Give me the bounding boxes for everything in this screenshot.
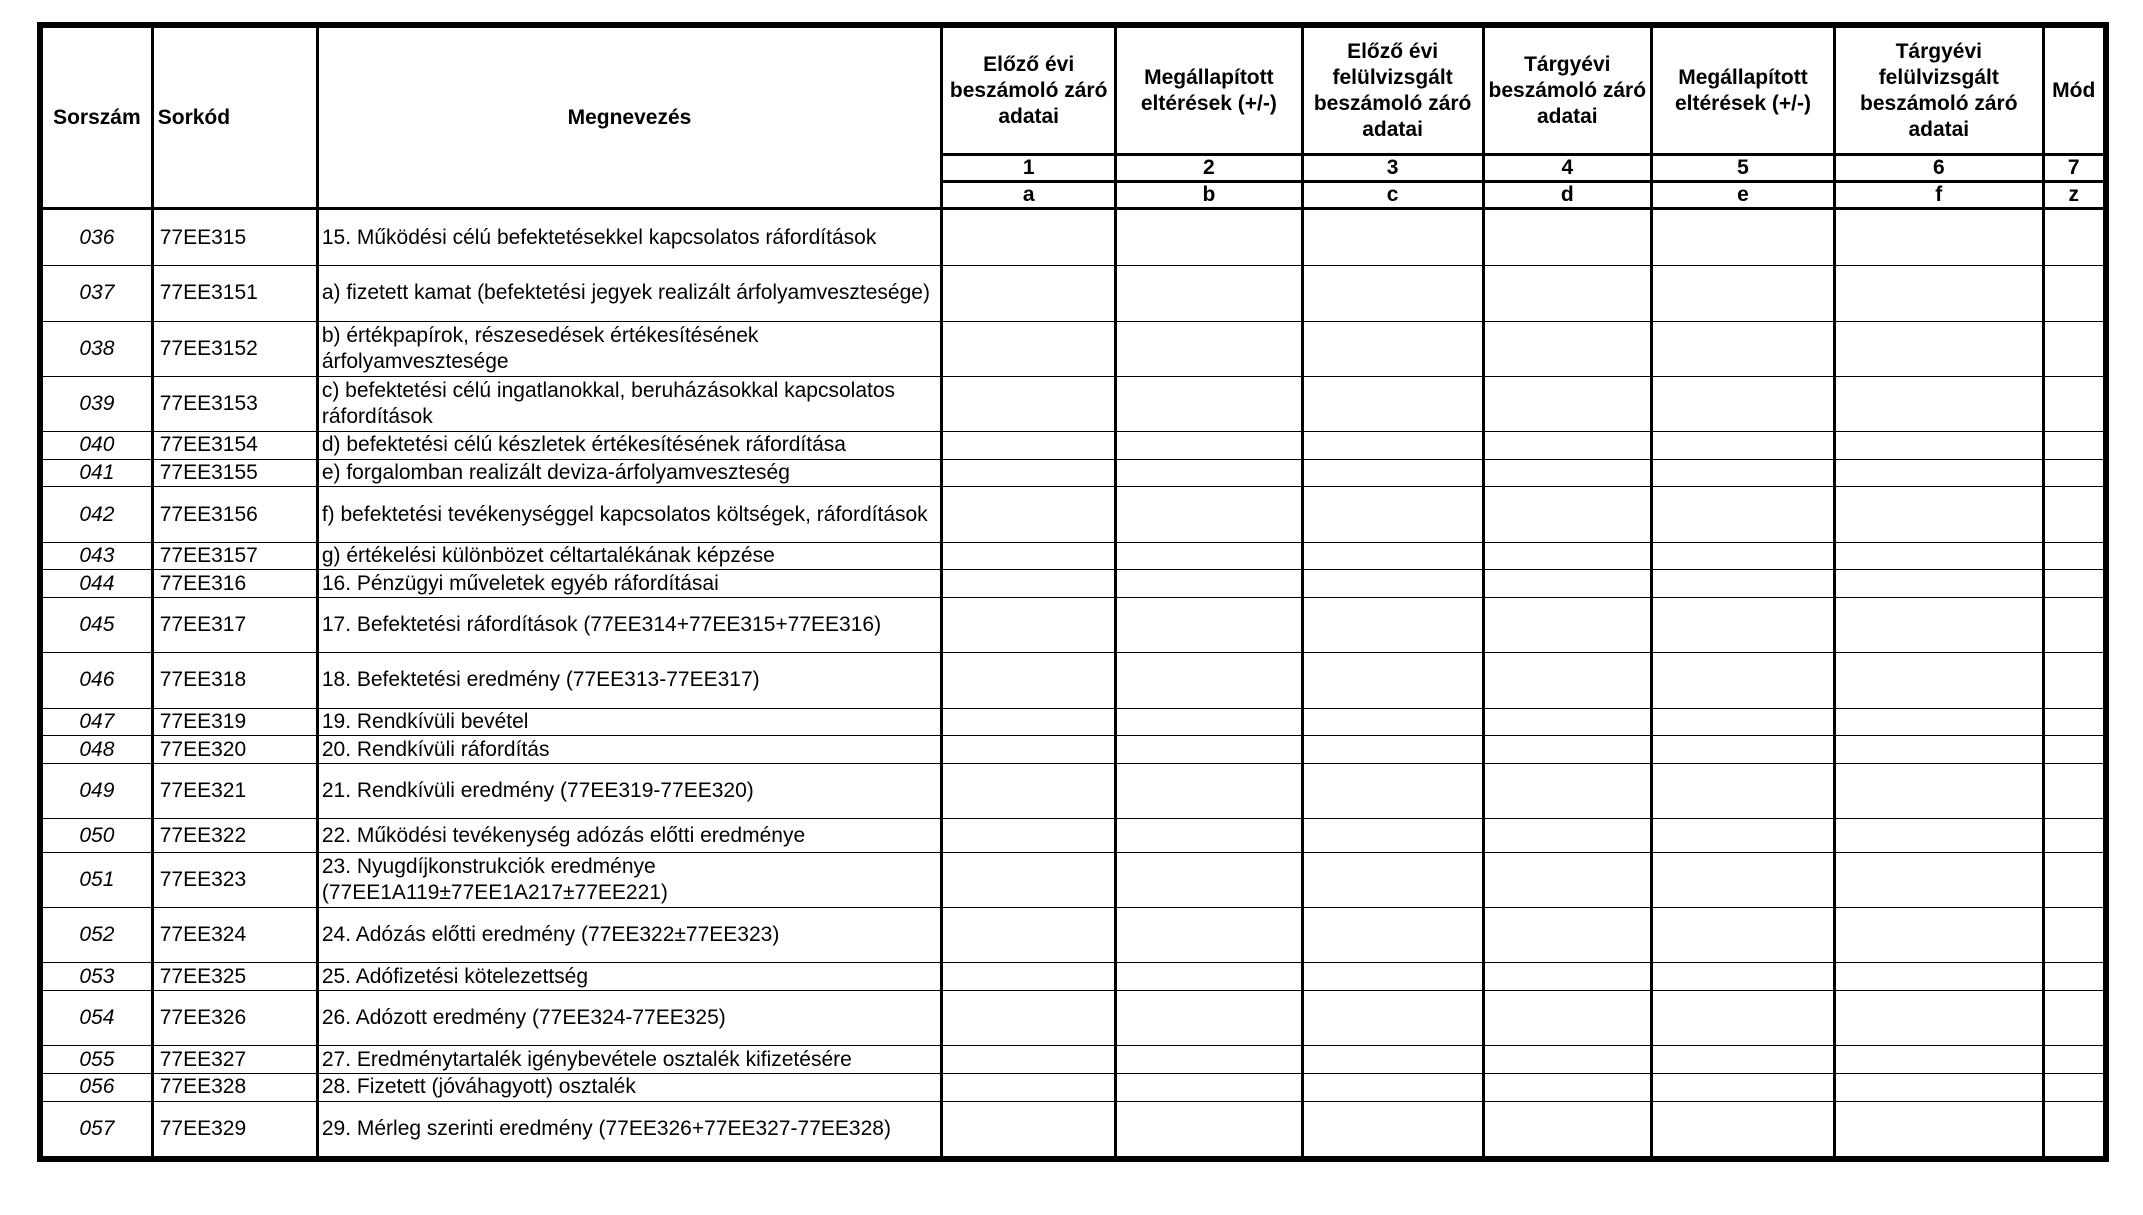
row-sorszam: 056 [43,1074,153,1102]
row-sorkod: 77EE326 [152,991,317,1046]
row-value-cell-4 [1483,1074,1651,1102]
row-megnevezes: e) forgalomban realizált deviza-árfolyamveszteség [317,459,941,487]
row-value-cell-7 [2043,991,2104,1046]
row-megnevezes: 28. Fizetett (jóváhagyott) osztalék [317,1074,941,1102]
header-num-5: 5 [1651,155,1834,182]
table-row [43,598,2104,653]
row-value-cell-1 [942,321,1116,376]
row-sorszam: 038 [43,321,153,376]
row-value-cell-6 [1835,708,2043,736]
row-value-cell-5 [1651,963,1834,991]
row-value-cell-7 [2043,908,2104,963]
row-value-cell-1 [942,598,1116,653]
table-row [43,266,2104,321]
row-megnevezes: 15. Működési célú befektetésekkel kapcsolatos ráfordítások [317,209,941,266]
row-sorszam: 041 [43,459,153,487]
row-value-cell-5 [1651,321,1834,376]
row-value-cell-5 [1651,736,1834,764]
row-value-cell-6 [1835,459,2043,487]
row-value-cell-6 [1835,963,2043,991]
row-value-cell-1 [942,266,1116,321]
row-value-cell-3 [1302,542,1483,570]
row-value-cell-2 [1116,852,1302,907]
header-letter-e: e [1651,182,1834,209]
table-row [43,209,2104,266]
row-value-cell-7 [2043,1101,2104,1156]
row-sorkod: 77EE3152 [152,321,317,376]
row-value-cell-5 [1651,991,1834,1046]
row-value-cell-3 [1302,1101,1483,1156]
table-row [43,852,2104,907]
row-sorkod: 77EE319 [152,708,317,736]
row-sorkod: 77EE317 [152,598,317,653]
header-letter-z: z [2043,182,2104,209]
row-megnevezes: c) befektetési célú ingatlanokkal, beruházásokkal kapcsolatos ráfordítások [317,376,941,431]
table-row [43,376,2104,431]
row-sorszam: 053 [43,963,153,991]
row-value-cell-3 [1302,570,1483,598]
row-value-cell-6 [1835,908,2043,963]
row-value-cell-7 [2043,459,2104,487]
header-sorszam: Sorszám [43,28,153,209]
row-value-cell-6 [1835,432,2043,460]
row-value-cell-3 [1302,598,1483,653]
row-sorszam: 042 [43,487,153,542]
row-value-cell-4 [1483,852,1651,907]
row-sorszam: 050 [43,819,153,853]
row-value-cell-3 [1302,376,1483,431]
row-value-cell-2 [1116,570,1302,598]
table-row [43,736,2104,764]
row-value-cell-7 [2043,321,2104,376]
row-value-cell-5 [1651,432,1834,460]
row-value-cell-2 [1116,908,1302,963]
table-row [43,1046,2104,1074]
row-value-cell-2 [1116,266,1302,321]
row-value-cell-1 [942,1046,1116,1074]
row-value-cell-4 [1483,321,1651,376]
table-row [43,1101,2104,1156]
row-value-cell-5 [1651,653,1834,708]
header-col-5: Megállapított eltérések (+/-) [1651,28,1834,155]
header-col-7: Mód [2043,28,2104,155]
row-value-cell-3 [1302,487,1483,542]
header-sorkod: Sorkód [152,28,317,209]
row-sorkod: 77EE3156 [152,487,317,542]
row-value-cell-6 [1835,1074,2043,1102]
row-megnevezes: 29. Mérleg szerinti eredmény (77EE326+77EE327-77EE328) [317,1101,941,1156]
header-num-1: 1 [942,155,1116,182]
row-sorkod: 77EE3155 [152,459,317,487]
row-value-cell-3 [1302,1074,1483,1102]
row-sorszam: 054 [43,991,153,1046]
table-row [43,570,2104,598]
row-value-cell-1 [942,763,1116,818]
row-value-cell-4 [1483,432,1651,460]
row-megnevezes: 27. Eredménytartalék igénybevétele osztalék kifizetésére [317,1046,941,1074]
row-value-cell-6 [1835,376,2043,431]
row-value-cell-2 [1116,209,1302,266]
row-value-cell-2 [1116,819,1302,853]
row-value-cell-4 [1483,819,1651,853]
row-value-cell-1 [942,852,1116,907]
row-megnevezes: 26. Adózott eredmény (77EE324-77EE325) [317,991,941,1046]
row-value-cell-5 [1651,266,1834,321]
row-value-cell-6 [1835,763,2043,818]
row-value-cell-4 [1483,487,1651,542]
row-value-cell-3 [1302,763,1483,818]
row-value-cell-5 [1651,908,1834,963]
row-value-cell-3 [1302,321,1483,376]
header-num-4: 4 [1483,155,1651,182]
row-megnevezes: 22. Működési tevékenység adózás előtti eredménye [317,819,941,853]
row-value-cell-7 [2043,963,2104,991]
row-value-cell-2 [1116,487,1302,542]
table-row [43,708,2104,736]
row-value-cell-6 [1835,598,2043,653]
row-value-cell-3 [1302,653,1483,708]
row-value-cell-1 [942,1074,1116,1102]
row-value-cell-1 [942,736,1116,764]
row-value-cell-5 [1651,763,1834,818]
row-value-cell-6 [1835,266,2043,321]
row-value-cell-7 [2043,570,2104,598]
row-value-cell-3 [1302,852,1483,907]
row-sorkod: 77EE324 [152,908,317,963]
row-sorkod: 77EE315 [152,209,317,266]
header-letter-b: b [1116,182,1302,209]
row-value-cell-2 [1116,963,1302,991]
row-sorkod: 77EE3157 [152,542,317,570]
row-value-cell-1 [942,908,1116,963]
row-value-cell-7 [2043,763,2104,818]
table-row [43,321,2104,376]
row-value-cell-7 [2043,736,2104,764]
row-value-cell-5 [1651,819,1834,853]
row-value-cell-7 [2043,209,2104,266]
row-value-cell-6 [1835,653,2043,708]
row-value-cell-6 [1835,487,2043,542]
row-value-cell-5 [1651,1101,1834,1156]
row-megnevezes: 23. Nyugdíjkonstrukciók eredménye (77EE1A119±77EE1A217±77EE221) [317,852,941,907]
row-value-cell-4 [1483,736,1651,764]
table-body [43,209,2104,1157]
table-row [43,963,2104,991]
row-megnevezes: 24. Adózás előtti eredmény (77EE322±77EE323) [317,908,941,963]
row-sorszam: 039 [43,376,153,431]
row-value-cell-3 [1302,459,1483,487]
row-sorkod: 77EE320 [152,736,317,764]
row-value-cell-7 [2043,852,2104,907]
row-megnevezes: d) befektetési célú készletek értékesítésének ráfordítása [317,432,941,460]
row-value-cell-6 [1835,1046,2043,1074]
row-value-cell-3 [1302,266,1483,321]
row-megnevezes: 20. Rendkívüli ráfordítás [317,736,941,764]
row-sorszam: 047 [43,708,153,736]
table-row [43,1074,2104,1102]
row-megnevezes: 21. Rendkívüli eredmény (77EE319-77EE320) [317,763,941,818]
row-value-cell-1 [942,209,1116,266]
row-sorkod: 77EE3151 [152,266,317,321]
row-value-cell-4 [1483,991,1651,1046]
row-value-cell-1 [942,653,1116,708]
report-sheet [37,22,2109,1162]
row-sorszam: 055 [43,1046,153,1074]
row-value-cell-7 [2043,432,2104,460]
row-sorkod: 77EE329 [152,1101,317,1156]
row-value-cell-2 [1116,459,1302,487]
table-row [43,991,2104,1046]
row-value-cell-5 [1651,542,1834,570]
table-row [43,542,2104,570]
row-sorszam: 044 [43,570,153,598]
row-value-cell-6 [1835,321,2043,376]
row-sorkod: 77EE322 [152,819,317,853]
row-value-cell-5 [1651,1074,1834,1102]
row-value-cell-5 [1651,1046,1834,1074]
row-value-cell-1 [942,487,1116,542]
table-row [43,763,2104,818]
row-value-cell-2 [1116,653,1302,708]
row-value-cell-3 [1302,819,1483,853]
row-value-cell-2 [1116,1101,1302,1156]
row-sorkod: 77EE3154 [152,432,317,460]
row-value-cell-7 [2043,266,2104,321]
header-letter-d: d [1483,182,1651,209]
header-num-6: 6 [1835,155,2043,182]
row-value-cell-7 [2043,819,2104,853]
row-sorkod: 77EE318 [152,653,317,708]
row-value-cell-1 [942,459,1116,487]
row-value-cell-7 [2043,376,2104,431]
row-megnevezes: a) fizetett kamat (befektetési jegyek realizált árfolyamvesztesége) [317,266,941,321]
header-num-2: 2 [1116,155,1302,182]
row-value-cell-6 [1835,209,2043,266]
row-sorszam: 052 [43,908,153,963]
row-sorkod: 77EE325 [152,963,317,991]
header-col-6: Tárgyévi felülvizsgált beszámoló záró adatai [1835,28,2043,155]
header-letter-f: f [1835,182,2043,209]
row-value-cell-7 [2043,487,2104,542]
row-value-cell-5 [1651,487,1834,542]
row-sorszam: 057 [43,1101,153,1156]
row-value-cell-4 [1483,908,1651,963]
row-value-cell-1 [942,542,1116,570]
row-sorszam: 048 [43,736,153,764]
row-value-cell-2 [1116,1074,1302,1102]
row-value-cell-3 [1302,209,1483,266]
row-value-cell-4 [1483,266,1651,321]
row-value-cell-1 [942,432,1116,460]
row-value-cell-2 [1116,432,1302,460]
row-value-cell-3 [1302,991,1483,1046]
row-value-cell-4 [1483,570,1651,598]
header-col-1: Előző évi beszámoló záró adatai [942,28,1116,155]
row-value-cell-5 [1651,459,1834,487]
row-sorszam: 046 [43,653,153,708]
row-value-cell-2 [1116,376,1302,431]
row-megnevezes: 18. Befektetési eredmény (77EE313-77EE317) [317,653,941,708]
row-value-cell-4 [1483,963,1651,991]
row-value-cell-2 [1116,542,1302,570]
row-value-cell-3 [1302,432,1483,460]
table-row [43,432,2104,460]
row-sorszam: 037 [43,266,153,321]
row-value-cell-7 [2043,598,2104,653]
header-num-7: 7 [2043,155,2104,182]
data-table [42,27,2104,1157]
row-sorszam: 040 [43,432,153,460]
row-value-cell-2 [1116,991,1302,1046]
row-value-cell-1 [942,570,1116,598]
table-header [43,28,2104,209]
row-value-cell-6 [1835,819,2043,853]
row-value-cell-6 [1835,1101,2043,1156]
row-value-cell-5 [1651,852,1834,907]
row-value-cell-2 [1116,763,1302,818]
row-value-cell-4 [1483,1046,1651,1074]
row-value-cell-2 [1116,708,1302,736]
row-megnevezes: 19. Rendkívüli bevétel [317,708,941,736]
row-value-cell-2 [1116,598,1302,653]
row-value-cell-5 [1651,708,1834,736]
row-sorszam: 051 [43,852,153,907]
row-sorkod: 77EE327 [152,1046,317,1074]
row-megnevezes: 16. Pénzügyi műveletek egyéb ráfordításai [317,570,941,598]
header-col-2: Megállapított eltérések (+/-) [1116,28,1302,155]
row-value-cell-1 [942,963,1116,991]
row-value-cell-4 [1483,708,1651,736]
row-value-cell-1 [942,708,1116,736]
row-value-cell-6 [1835,570,2043,598]
row-value-cell-4 [1483,209,1651,266]
header-num-3: 3 [1302,155,1483,182]
row-sorkod: 77EE328 [152,1074,317,1102]
header-col-3: Előző évi felülvizsgált beszámoló záró adatai [1302,28,1483,155]
table-row [43,459,2104,487]
row-sorkod: 77EE323 [152,852,317,907]
row-megnevezes: g) értékelési különbözet céltartalékának képzése [317,542,941,570]
row-sorszam: 043 [43,542,153,570]
row-value-cell-1 [942,819,1116,853]
table-row [43,487,2104,542]
table-row [43,819,2104,853]
row-value-cell-3 [1302,963,1483,991]
row-value-cell-7 [2043,708,2104,736]
row-value-cell-5 [1651,598,1834,653]
row-value-cell-2 [1116,321,1302,376]
row-value-cell-7 [2043,1046,2104,1074]
row-sorkod: 77EE321 [152,763,317,818]
row-sorkod: 77EE3153 [152,376,317,431]
row-value-cell-4 [1483,653,1651,708]
row-sorszam: 049 [43,763,153,818]
row-sorkod: 77EE316 [152,570,317,598]
row-value-cell-3 [1302,708,1483,736]
row-value-cell-6 [1835,852,2043,907]
row-value-cell-1 [942,1101,1116,1156]
row-value-cell-3 [1302,736,1483,764]
row-value-cell-4 [1483,598,1651,653]
row-value-cell-6 [1835,736,2043,764]
row-value-cell-3 [1302,1046,1483,1074]
header-letter-a: a [942,182,1116,209]
row-megnevezes: 25. Adófizetési kötelezettség [317,963,941,991]
row-value-cell-2 [1116,1046,1302,1074]
row-value-cell-1 [942,991,1116,1046]
row-value-cell-5 [1651,209,1834,266]
row-value-cell-7 [2043,542,2104,570]
row-value-cell-4 [1483,763,1651,818]
row-megnevezes: f) befektetési tevékenységgel kapcsolatos költségek, ráfordítások [317,487,941,542]
row-value-cell-6 [1835,542,2043,570]
row-megnevezes: b) értékpapírok, részesedések értékesítésének árfolyamvesztesége [317,321,941,376]
header-megnevezes: Megnevezés [317,28,941,209]
header-letter-c: c [1302,182,1483,209]
row-value-cell-7 [2043,1074,2104,1102]
row-value-cell-4 [1483,1101,1651,1156]
row-value-cell-6 [1835,991,2043,1046]
row-value-cell-4 [1483,459,1651,487]
row-value-cell-3 [1302,908,1483,963]
row-value-cell-2 [1116,736,1302,764]
row-value-cell-7 [2043,653,2104,708]
row-sorszam: 036 [43,209,153,266]
table-row [43,653,2104,708]
row-value-cell-1 [942,376,1116,431]
row-value-cell-4 [1483,542,1651,570]
row-sorszam: 045 [43,598,153,653]
row-value-cell-5 [1651,376,1834,431]
row-value-cell-4 [1483,376,1651,431]
table-row [43,908,2104,963]
row-megnevezes: 17. Befektetési ráfordítások (77EE314+77EE315+77EE316) [317,598,941,653]
header-col-4: Tárgyévi beszámoló záró adatai [1483,28,1651,155]
row-value-cell-5 [1651,570,1834,598]
